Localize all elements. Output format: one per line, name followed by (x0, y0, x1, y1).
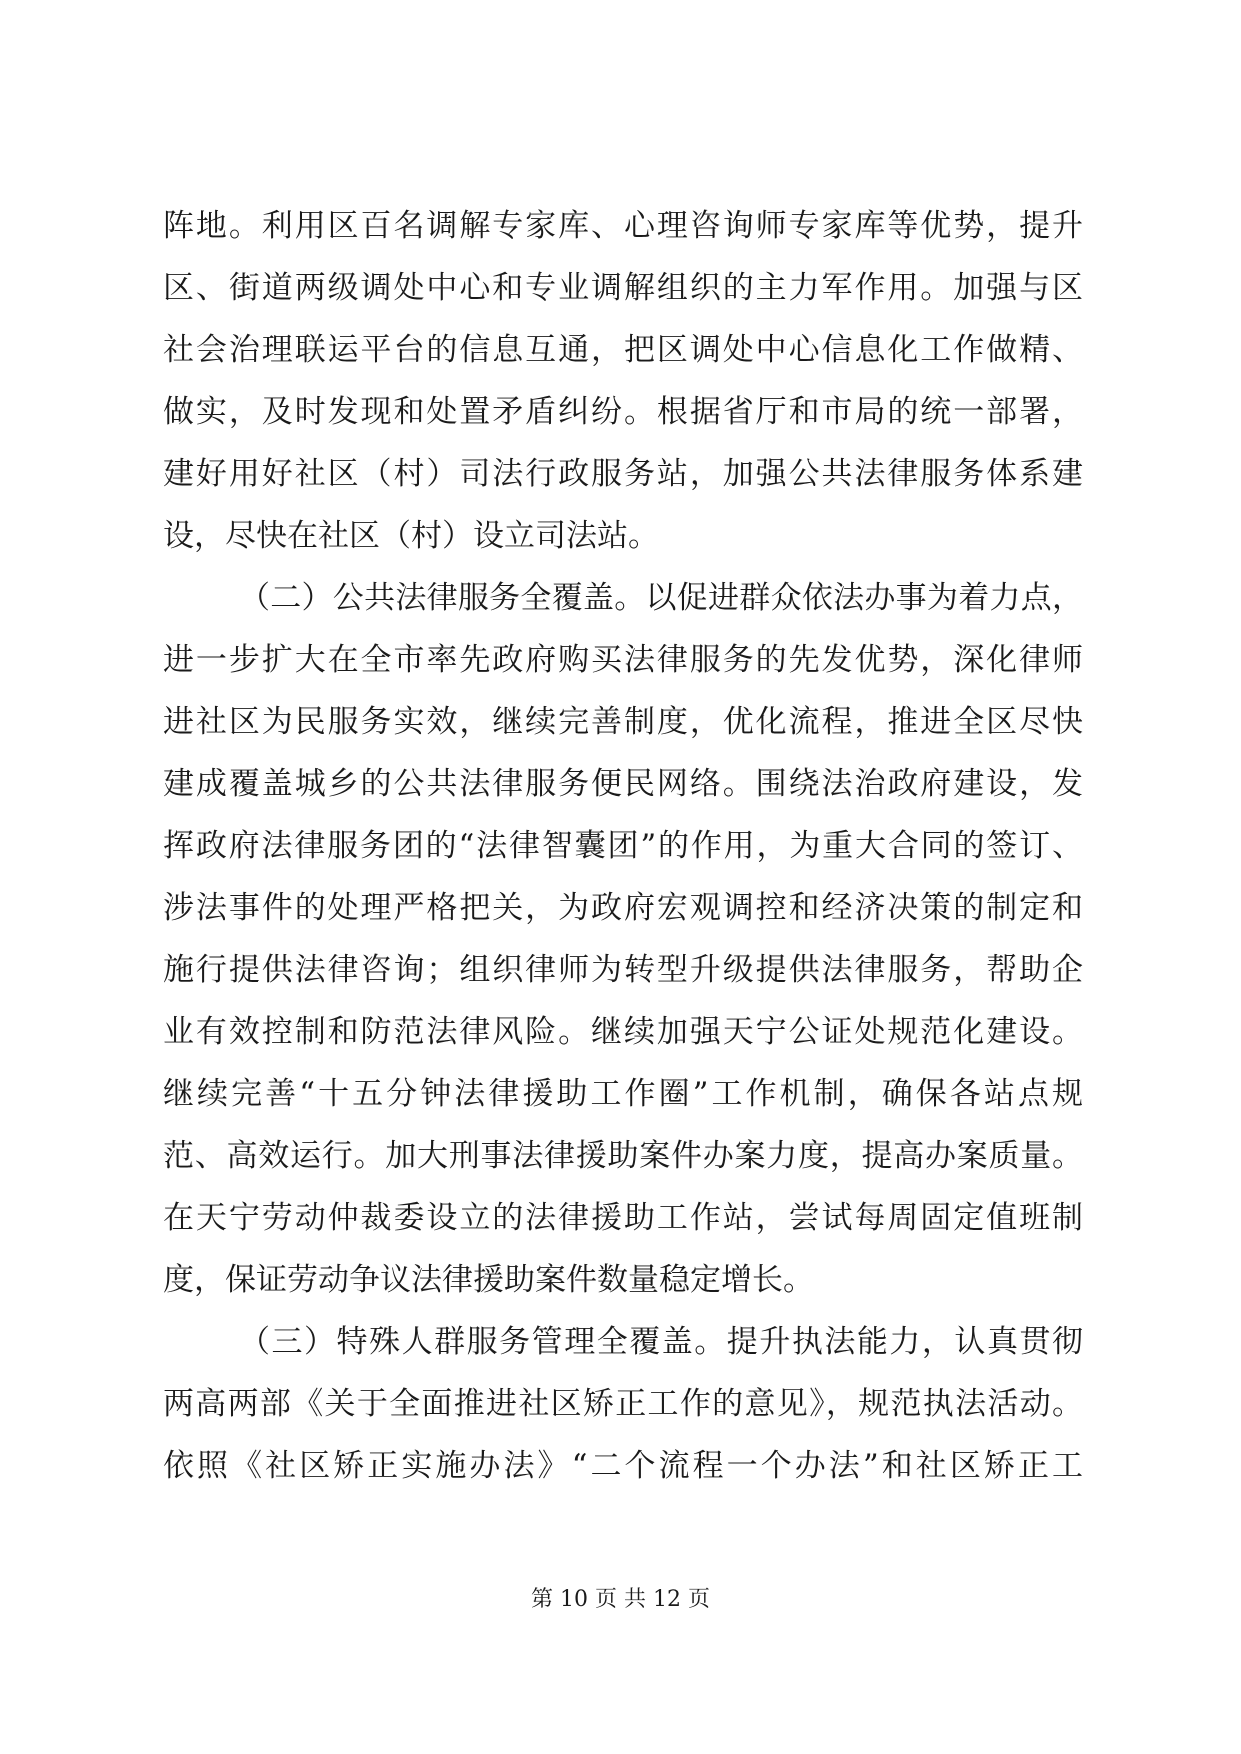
text-line-20: 两高两部《关于全面推进社区矫正工作的意见》，规范执法活动。 (163, 1386, 1083, 1422)
text-line-12: 涉法事件的处理严格把关，为政府宏观调控和经济决策的制定和 (163, 890, 1083, 926)
section-three-heading-line: （三）特殊人群服务管理全覆盖。提升执法能力，认真贯彻 (239, 1324, 1083, 1360)
text-line-21: 依照《社区矫正实施办法》“二个流程一个办法”和社区矫正工 (163, 1448, 1083, 1484)
text-line-14: 业有效控制和防范法律风险。继续加强天宁公证处规范化建设。 (163, 1014, 1083, 1050)
text-line-18: 度，保证劳动争议法律援助案件数量稳定增长。 (163, 1262, 814, 1298)
text-line-1: 阵地。利用区百名调解专家库、心理咨询师专家库等优势，提升 (163, 208, 1083, 244)
text-line-10: 建成覆盖城乡的公共法律服务便民网络。围绕法治政府建设，发 (163, 766, 1083, 802)
text-line-3: 社会治理联运平台的信息互通，把区调处中心信息化工作做精、 (163, 332, 1083, 368)
page-number-footer: 第 10 页 共 12 页 (531, 1587, 710, 1612)
section-two-heading-line: （二）公共法律服务全覆盖。以促进群众依法办事为着力点， (239, 580, 1083, 616)
text-line-9: 进社区为民服务实效，继续完善制度，优化流程，推进全区尽快 (163, 704, 1083, 740)
text-line-4: 做实，及时发现和处置矛盾纠纷。根据省厅和市局的统一部署， (163, 394, 1083, 430)
text-line-11: 挥政府法律服务团的“法律智囊团”的作用，为重大合同的签订、 (163, 828, 1083, 864)
text-line-8: 进一步扩大在全市率先政府购买法律服务的先发优势，深化律师 (163, 642, 1083, 678)
text-line-2: 区、街道两级调处中心和专业调解组织的主力军作用。加强与区 (163, 270, 1083, 306)
text-line-6: 设，尽快在社区（村）设立司法站。 (163, 518, 659, 554)
text-line-16: 范、高效运行。加大刑事法律援助案件办案力度，提高办案质量。 (163, 1138, 1083, 1174)
text-line-5: 建好用好社区（村）司法行政服务站，加强公共法律服务体系建 (163, 456, 1083, 492)
text-line-13: 施行提供法律咨询；组织律师为转型升级提供法律服务，帮助企 (163, 952, 1083, 988)
text-line-15: 继续完善“十五分钟法律援助工作圈”工作机制，确保各站点规 (163, 1076, 1083, 1112)
text-line-17: 在天宁劳动仲裁委设立的法律援助工作站，尝试每周固定值班制 (163, 1200, 1083, 1236)
